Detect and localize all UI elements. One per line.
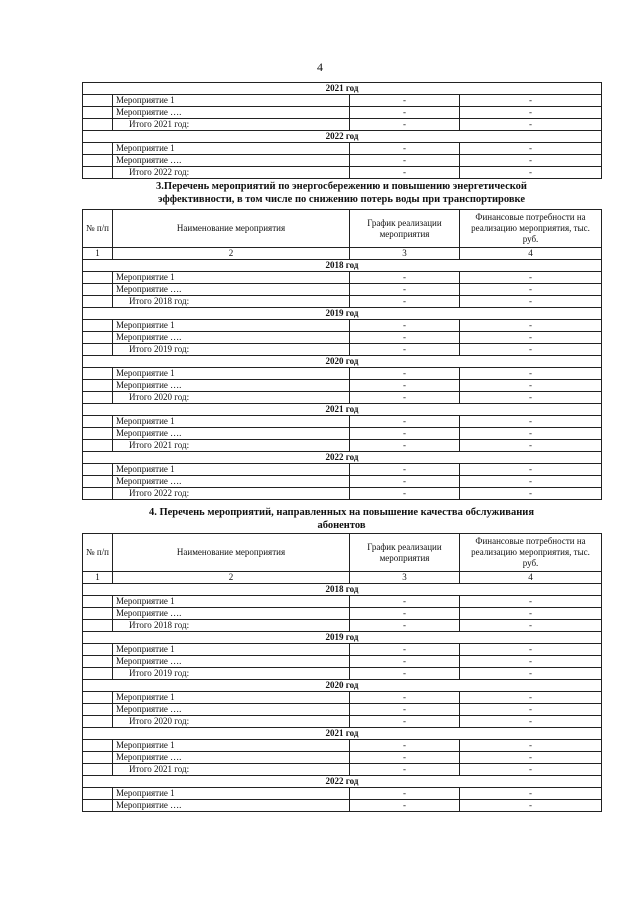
activity-name: Итого 2022 год: bbox=[113, 167, 350, 179]
funding-cell: - bbox=[460, 788, 602, 800]
row-number bbox=[83, 320, 113, 332]
row-number bbox=[83, 119, 113, 131]
schedule-cell: - bbox=[350, 596, 460, 608]
row-number bbox=[83, 608, 113, 620]
funding-cell: - bbox=[460, 656, 602, 668]
schedule-cell: - bbox=[350, 752, 460, 764]
funding-cell: - bbox=[460, 119, 602, 131]
row-number bbox=[83, 596, 113, 608]
table-row bbox=[83, 644, 602, 656]
section-3-title-line2: эффективности, в том числе по снижению потерь воды при транспортировке bbox=[157, 194, 525, 205]
activity-name: Мероприятие …. bbox=[113, 704, 350, 716]
year-label: 2022 год bbox=[83, 776, 602, 788]
funding-cell: - bbox=[460, 464, 602, 476]
schedule-cell: - bbox=[350, 392, 460, 404]
activity-name: Мероприятие 1 bbox=[113, 368, 350, 380]
funding-cell: - bbox=[460, 416, 602, 428]
table-row bbox=[83, 788, 602, 800]
activity-name: Мероприятие 1 bbox=[113, 788, 350, 800]
total-row bbox=[83, 119, 602, 131]
activity-name: Мероприятие 1 bbox=[113, 644, 350, 656]
schedule-cell: - bbox=[350, 464, 460, 476]
schedule-cell: - bbox=[350, 764, 460, 776]
row-number bbox=[83, 476, 113, 488]
funding-cell: - bbox=[460, 368, 602, 380]
table-row bbox=[83, 704, 602, 716]
table-row bbox=[83, 800, 602, 812]
funding-cell: - bbox=[460, 332, 602, 344]
table-row bbox=[83, 692, 602, 704]
table-row bbox=[83, 332, 602, 344]
row-number bbox=[83, 752, 113, 764]
total-row bbox=[83, 764, 602, 776]
year-row bbox=[83, 680, 602, 692]
table-row bbox=[83, 143, 602, 155]
table-section-4 bbox=[82, 533, 602, 812]
row-number bbox=[83, 656, 113, 668]
funding-cell: - bbox=[460, 596, 602, 608]
row-number bbox=[83, 392, 113, 404]
year-row bbox=[83, 356, 602, 368]
table-row bbox=[83, 476, 602, 488]
schedule-cell: - bbox=[350, 788, 460, 800]
table-section-3 bbox=[82, 209, 602, 500]
activity-name: Итого 2018 год: bbox=[113, 296, 350, 308]
year-row bbox=[83, 728, 602, 740]
schedule-cell: - bbox=[350, 167, 460, 179]
activity-name: Итого 2018 год: bbox=[113, 620, 350, 632]
year-label: 2020 год bbox=[83, 356, 602, 368]
year-label: 2020 год bbox=[83, 680, 602, 692]
row-number bbox=[83, 95, 113, 107]
funding-cell: - bbox=[460, 155, 602, 167]
funding-cell: - bbox=[460, 143, 602, 155]
activity-name: Итого 2020 год: bbox=[113, 716, 350, 728]
funding-cell: - bbox=[460, 344, 602, 356]
activity-name: Мероприятие …. bbox=[113, 284, 350, 296]
funding-cell: - bbox=[460, 284, 602, 296]
year-label: 2019 год bbox=[83, 632, 602, 644]
schedule-cell: - bbox=[350, 272, 460, 284]
funding-cell: - bbox=[460, 272, 602, 284]
row-number bbox=[83, 167, 113, 179]
table-row bbox=[83, 272, 602, 284]
funding-cell: - bbox=[460, 740, 602, 752]
header-col4: Финансовые потребности на реализацию мероприятия, тыс. руб. bbox=[460, 210, 602, 248]
activity-name: Мероприятие 1 bbox=[113, 416, 350, 428]
table-row bbox=[83, 368, 602, 380]
total-row bbox=[83, 392, 602, 404]
schedule-cell: - bbox=[350, 476, 460, 488]
schedule-cell: - bbox=[350, 332, 460, 344]
year-label: 2022 год bbox=[83, 452, 602, 464]
year-row bbox=[83, 131, 602, 143]
section-4-title-line1: 4. Перечень мероприятий, направленных на повышение качества обслуживания bbox=[148, 507, 535, 518]
table-row bbox=[83, 95, 602, 107]
year-label: 2021 год bbox=[83, 728, 602, 740]
table-row bbox=[83, 596, 602, 608]
column-number: 4 bbox=[460, 572, 602, 584]
schedule-cell: - bbox=[350, 716, 460, 728]
funding-cell: - bbox=[460, 716, 602, 728]
schedule-cell: - bbox=[350, 284, 460, 296]
row-number bbox=[83, 764, 113, 776]
total-row bbox=[83, 488, 602, 500]
year-row bbox=[83, 260, 602, 272]
table-row bbox=[83, 740, 602, 752]
activity-name: Мероприятие …. bbox=[113, 107, 350, 119]
schedule-cell: - bbox=[350, 95, 460, 107]
column-number-row bbox=[83, 572, 602, 584]
schedule-cell: - bbox=[350, 644, 460, 656]
activity-name: Мероприятие …. bbox=[113, 332, 350, 344]
activity-name: Итого 2019 год: bbox=[113, 344, 350, 356]
activity-name: Мероприятие …. bbox=[113, 656, 350, 668]
funding-cell: - bbox=[460, 800, 602, 812]
year-label: 2021 год bbox=[83, 404, 602, 416]
activity-name: Итого 2022 год: bbox=[113, 488, 350, 500]
schedule-cell: - bbox=[350, 740, 460, 752]
table-row bbox=[83, 107, 602, 119]
funding-cell: - bbox=[460, 428, 602, 440]
schedule-cell: - bbox=[350, 704, 460, 716]
funding-cell: - bbox=[460, 752, 602, 764]
row-number bbox=[83, 344, 113, 356]
row-number bbox=[83, 644, 113, 656]
column-number: 3 bbox=[350, 248, 460, 260]
funding-cell: - bbox=[460, 392, 602, 404]
activity-name: Мероприятие 1 bbox=[113, 464, 350, 476]
funding-cell: - bbox=[460, 644, 602, 656]
column-number: 1 bbox=[83, 248, 113, 260]
table-row bbox=[83, 284, 602, 296]
row-number bbox=[83, 416, 113, 428]
activity-name: Мероприятие …. bbox=[113, 752, 350, 764]
row-number bbox=[83, 440, 113, 452]
header-row bbox=[83, 210, 602, 248]
page-number: 4 bbox=[317, 60, 323, 74]
row-number bbox=[83, 740, 113, 752]
activity-name: Мероприятие 1 bbox=[113, 740, 350, 752]
year-label: 2018 год bbox=[83, 260, 602, 272]
section-3-title-line1: 3.Перечень мероприятий по энергосбережению и повышению энергетической bbox=[156, 181, 527, 192]
year-label: 2021 год bbox=[83, 83, 602, 95]
row-number bbox=[83, 296, 113, 308]
row-number bbox=[83, 788, 113, 800]
schedule-cell: - bbox=[350, 143, 460, 155]
schedule-cell: - bbox=[350, 668, 460, 680]
activity-name: Итого 2021 год: bbox=[113, 119, 350, 131]
year-row bbox=[83, 308, 602, 320]
funding-cell: - bbox=[460, 764, 602, 776]
header-col3: График реализации мероприятия bbox=[350, 534, 460, 572]
year-row bbox=[83, 632, 602, 644]
section-4-title-line2: абонентов bbox=[317, 520, 366, 531]
activity-name: Итого 2019 год: bbox=[113, 668, 350, 680]
funding-cell: - bbox=[460, 107, 602, 119]
row-number bbox=[83, 668, 113, 680]
table-row bbox=[83, 608, 602, 620]
year-label: 2022 год bbox=[83, 131, 602, 143]
schedule-cell: - bbox=[350, 488, 460, 500]
row-number bbox=[83, 380, 113, 392]
row-number bbox=[83, 428, 113, 440]
schedule-cell: - bbox=[350, 380, 460, 392]
activity-name: Мероприятие 1 bbox=[113, 320, 350, 332]
activity-name: Мероприятие 1 bbox=[113, 143, 350, 155]
funding-cell: - bbox=[460, 608, 602, 620]
section-3-title bbox=[82, 180, 601, 206]
row-number bbox=[83, 716, 113, 728]
table-row bbox=[83, 416, 602, 428]
header-col2: Наименование мероприятия bbox=[113, 210, 350, 248]
column-number: 1 bbox=[83, 572, 113, 584]
column-number: 4 bbox=[460, 248, 602, 260]
header-col1: № п/п bbox=[83, 534, 113, 572]
activity-name: Итого 2021 год: bbox=[113, 764, 350, 776]
total-row bbox=[83, 167, 602, 179]
schedule-cell: - bbox=[350, 428, 460, 440]
funding-cell: - bbox=[460, 488, 602, 500]
year-row bbox=[83, 776, 602, 788]
total-row bbox=[83, 296, 602, 308]
table-row bbox=[83, 320, 602, 332]
row-number bbox=[83, 692, 113, 704]
schedule-cell: - bbox=[350, 119, 460, 131]
table-row bbox=[83, 428, 602, 440]
column-number: 3 bbox=[350, 572, 460, 584]
column-number: 2 bbox=[113, 248, 350, 260]
activity-name: Мероприятие …. bbox=[113, 476, 350, 488]
funding-cell: - bbox=[460, 380, 602, 392]
row-number bbox=[83, 107, 113, 119]
row-number bbox=[83, 620, 113, 632]
year-row bbox=[83, 83, 602, 95]
funding-cell: - bbox=[460, 320, 602, 332]
table-row bbox=[83, 656, 602, 668]
total-row bbox=[83, 440, 602, 452]
schedule-cell: - bbox=[350, 692, 460, 704]
funding-cell: - bbox=[460, 704, 602, 716]
header-col1: № п/п bbox=[83, 210, 113, 248]
activity-name: Мероприятие …. bbox=[113, 380, 350, 392]
year-label: 2018 год bbox=[83, 584, 602, 596]
table-row bbox=[83, 155, 602, 167]
funding-cell: - bbox=[460, 668, 602, 680]
funding-cell: - bbox=[460, 476, 602, 488]
header-col3: График реализации мероприятия bbox=[350, 210, 460, 248]
column-number-row bbox=[83, 248, 602, 260]
schedule-cell: - bbox=[350, 344, 460, 356]
activity-name: Мероприятие …. bbox=[113, 155, 350, 167]
total-row bbox=[83, 344, 602, 356]
activity-name: Итого 2021 год: bbox=[113, 440, 350, 452]
header-col2: Наименование мероприятия bbox=[113, 534, 350, 572]
activity-name: Мероприятие 1 bbox=[113, 596, 350, 608]
row-number bbox=[83, 143, 113, 155]
funding-cell: - bbox=[460, 296, 602, 308]
row-number bbox=[83, 704, 113, 716]
schedule-cell: - bbox=[350, 320, 460, 332]
header-col4: Финансовые потребности на реализацию мероприятия, тыс. руб. bbox=[460, 534, 602, 572]
row-number bbox=[83, 155, 113, 167]
row-number bbox=[83, 800, 113, 812]
activity-name: Мероприятие …. bbox=[113, 800, 350, 812]
row-number bbox=[83, 284, 113, 296]
schedule-cell: - bbox=[350, 620, 460, 632]
schedule-cell: - bbox=[350, 368, 460, 380]
schedule-cell: - bbox=[350, 440, 460, 452]
section-4-title bbox=[82, 506, 601, 532]
year-row bbox=[83, 584, 602, 596]
funding-cell: - bbox=[460, 167, 602, 179]
schedule-cell: - bbox=[350, 296, 460, 308]
column-number: 2 bbox=[113, 572, 350, 584]
schedule-cell: - bbox=[350, 155, 460, 167]
row-number bbox=[83, 488, 113, 500]
activity-name: Мероприятие 1 bbox=[113, 272, 350, 284]
year-row bbox=[83, 404, 602, 416]
table-row bbox=[83, 464, 602, 476]
row-number bbox=[83, 464, 113, 476]
table-row bbox=[83, 380, 602, 392]
activity-name: Мероприятие 1 bbox=[113, 692, 350, 704]
total-row bbox=[83, 620, 602, 632]
activity-name: Мероприятие …. bbox=[113, 608, 350, 620]
funding-cell: - bbox=[460, 440, 602, 452]
activity-name: Мероприятие …. bbox=[113, 428, 350, 440]
row-number bbox=[83, 332, 113, 344]
row-number bbox=[83, 272, 113, 284]
schedule-cell: - bbox=[350, 800, 460, 812]
total-row bbox=[83, 668, 602, 680]
funding-cell: - bbox=[460, 620, 602, 632]
funding-cell: - bbox=[460, 692, 602, 704]
year-label: 2019 год bbox=[83, 308, 602, 320]
schedule-cell: - bbox=[350, 608, 460, 620]
activity-name: Итого 2020 год: bbox=[113, 392, 350, 404]
schedule-cell: - bbox=[350, 656, 460, 668]
schedule-cell: - bbox=[350, 416, 460, 428]
header-row bbox=[83, 534, 602, 572]
funding-cell: - bbox=[460, 95, 602, 107]
schedule-cell: - bbox=[350, 107, 460, 119]
total-row bbox=[83, 716, 602, 728]
table-row bbox=[83, 752, 602, 764]
activity-name: Мероприятие 1 bbox=[113, 95, 350, 107]
row-number bbox=[83, 368, 113, 380]
table-continuation bbox=[82, 82, 602, 179]
year-row bbox=[83, 452, 602, 464]
